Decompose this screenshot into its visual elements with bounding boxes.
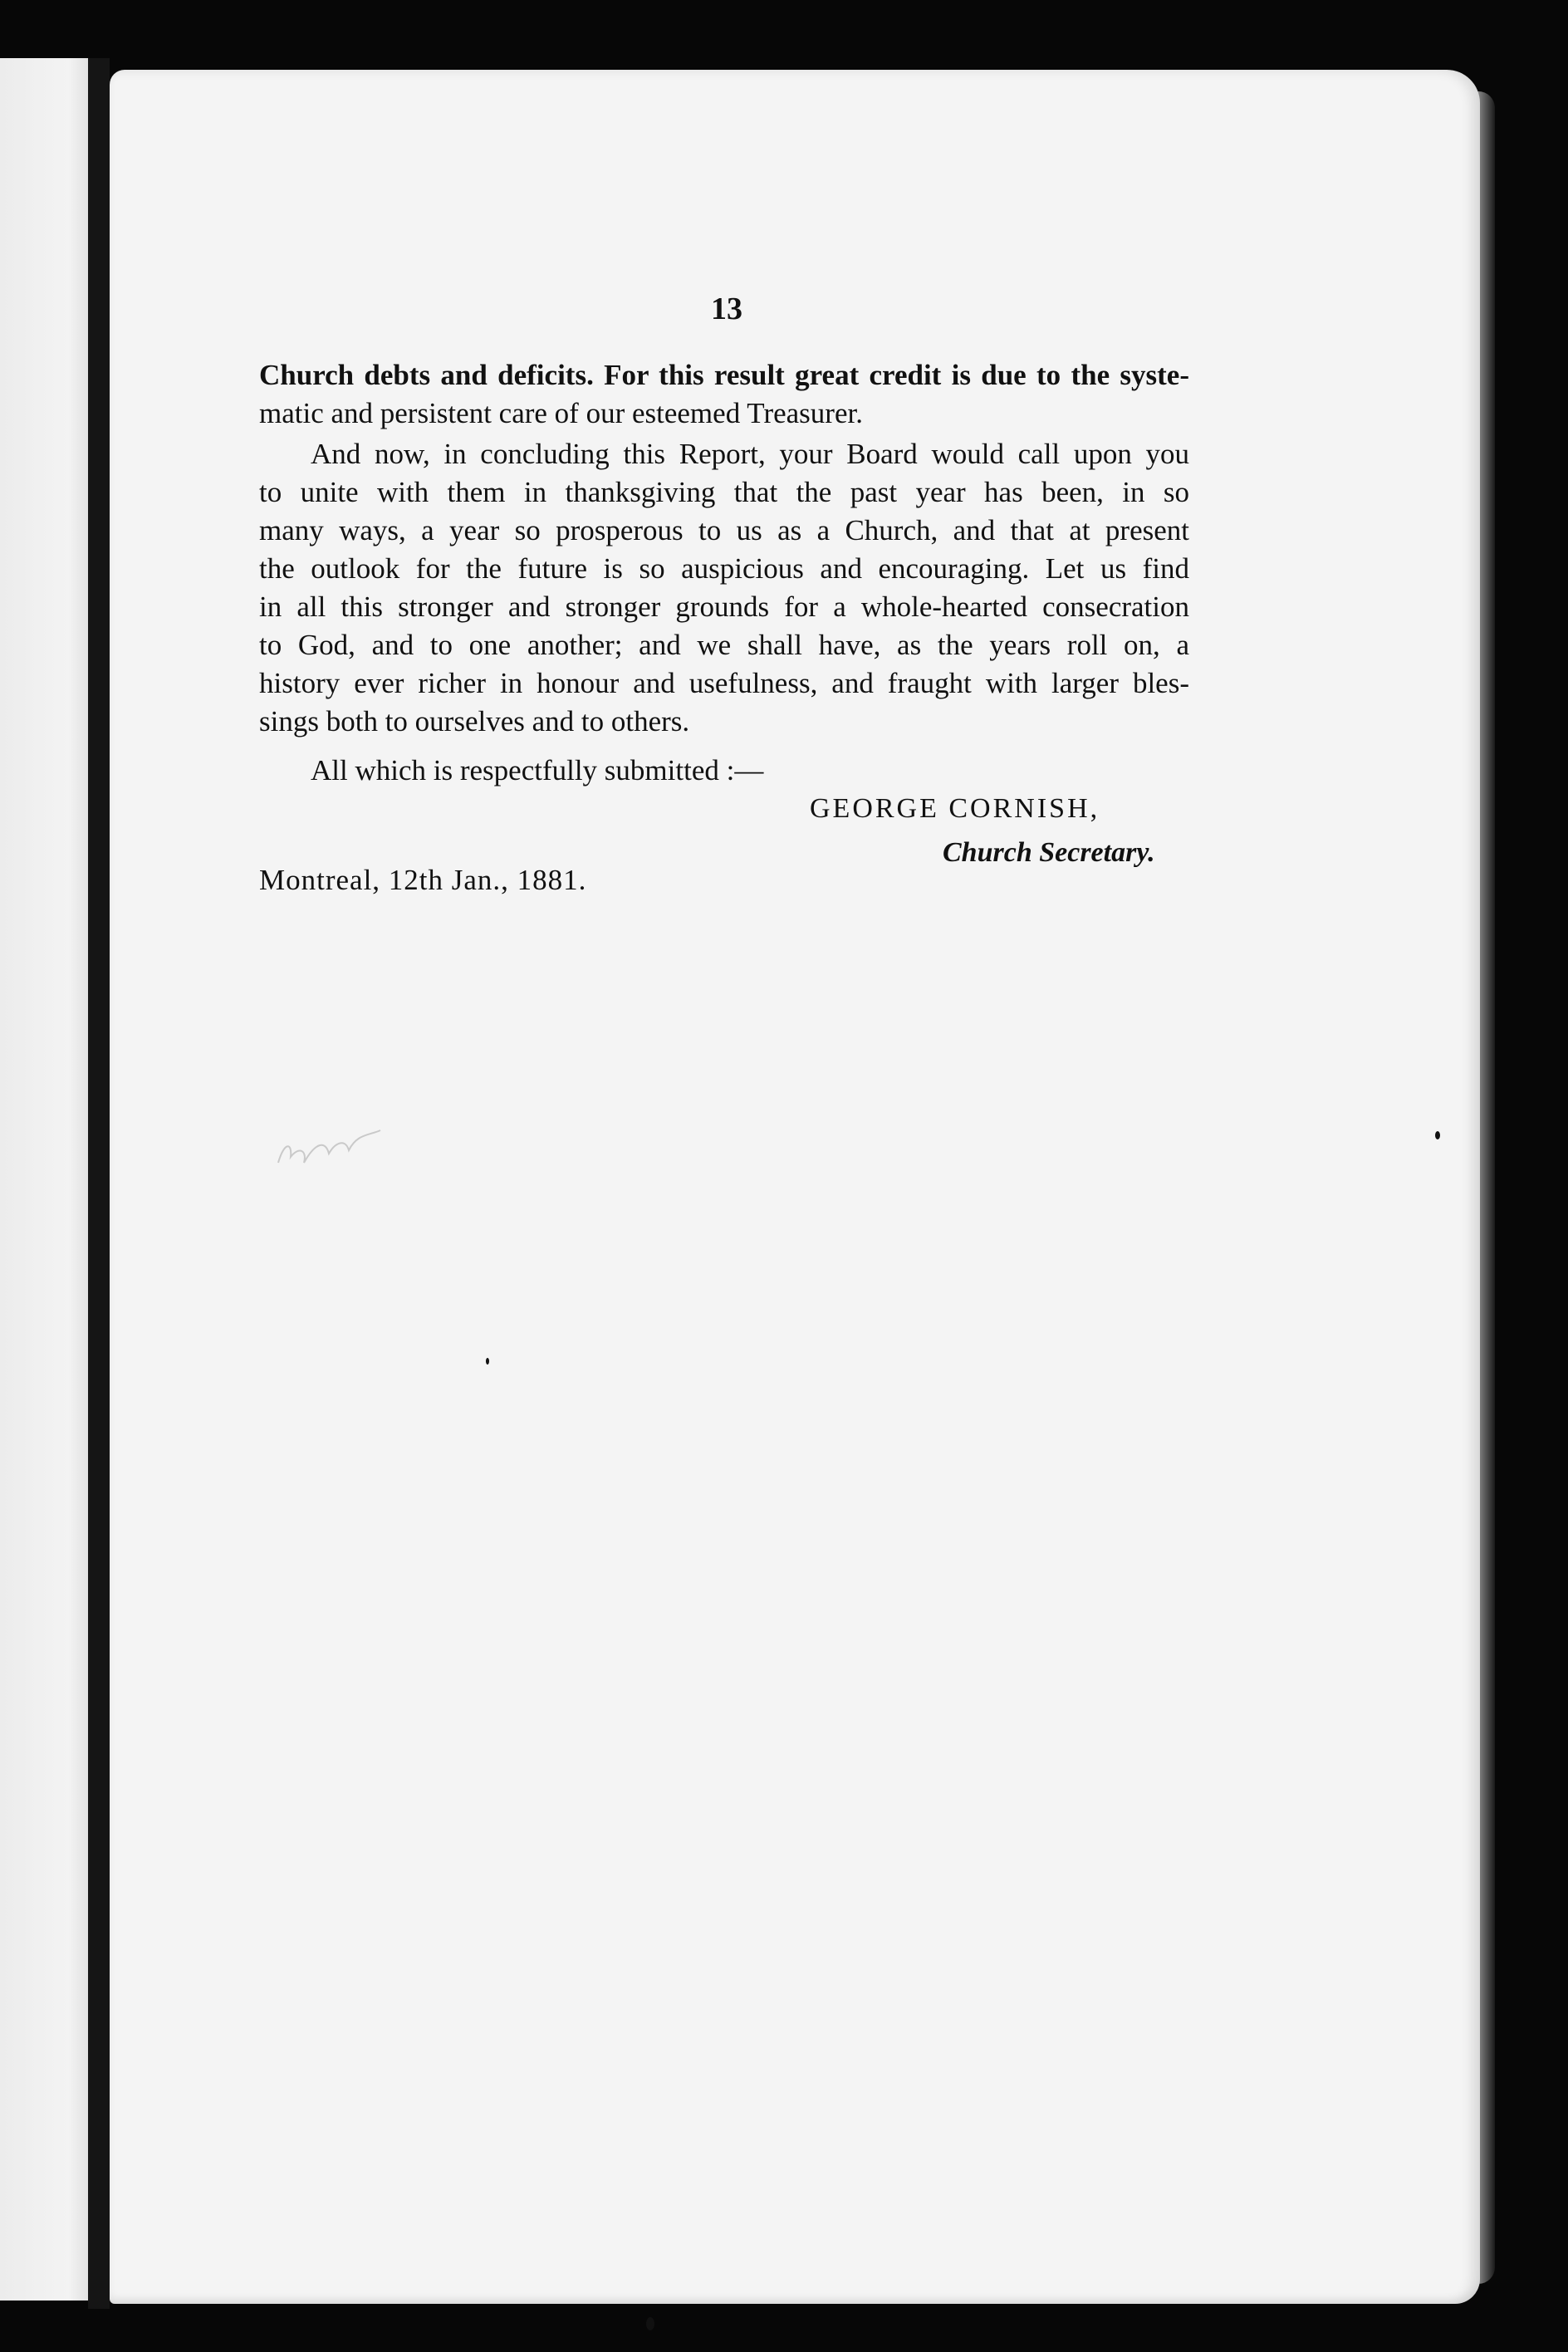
paragraph-2-line-1: And now, in concluding this Report, your Board would call upon you [311,438,1189,470]
scan-speck [646,2317,654,2330]
pencil-annotation-mark [274,1125,390,1175]
paragraph-2-line-4: the outlook for the future is so auspicious and encouraging. Let us find [259,552,1189,585]
signature-name: GEORGE CORNISH, [810,793,1100,824]
signature-title: Church Secretary. [943,837,1155,868]
scan-speck [486,1358,489,1365]
facing-page-edge [0,58,98,2301]
paragraph-1-line-1: Church debts and deficits. For this result great credit is due to the syste- [259,359,1189,391]
paragraph-2-line-7: history ever richer in honour and usefulness, and fraught with larger bles- [259,667,1189,699]
binding-gutter [88,58,110,2309]
scan-speck [1435,1131,1440,1139]
paragraph-2-line-3: many ways, a year so prosperous to us as a Church, and that at present [259,514,1189,546]
closing-line: All which is respectfully submitted :— [311,754,764,786]
paragraph-1-line-2: matic and persistent care of our esteemed Treasurer. [259,397,863,429]
page-number: 13 [711,292,742,326]
paragraph-2-line-5: in all this stronger and stronger grounds for a whole-hearted consecration [259,590,1189,623]
paragraph-2-line-2: to unite with them in thanksgiving that the past year has been, in so [259,476,1189,508]
paragraph-2-line-8: sings both to ourselves and to others. [259,705,690,737]
dateline: Montreal, 12th Jan., 1881. [259,864,587,896]
paragraph-2-line-6: to God, and to one another; and we shall have, as the years roll on, a [259,629,1189,661]
